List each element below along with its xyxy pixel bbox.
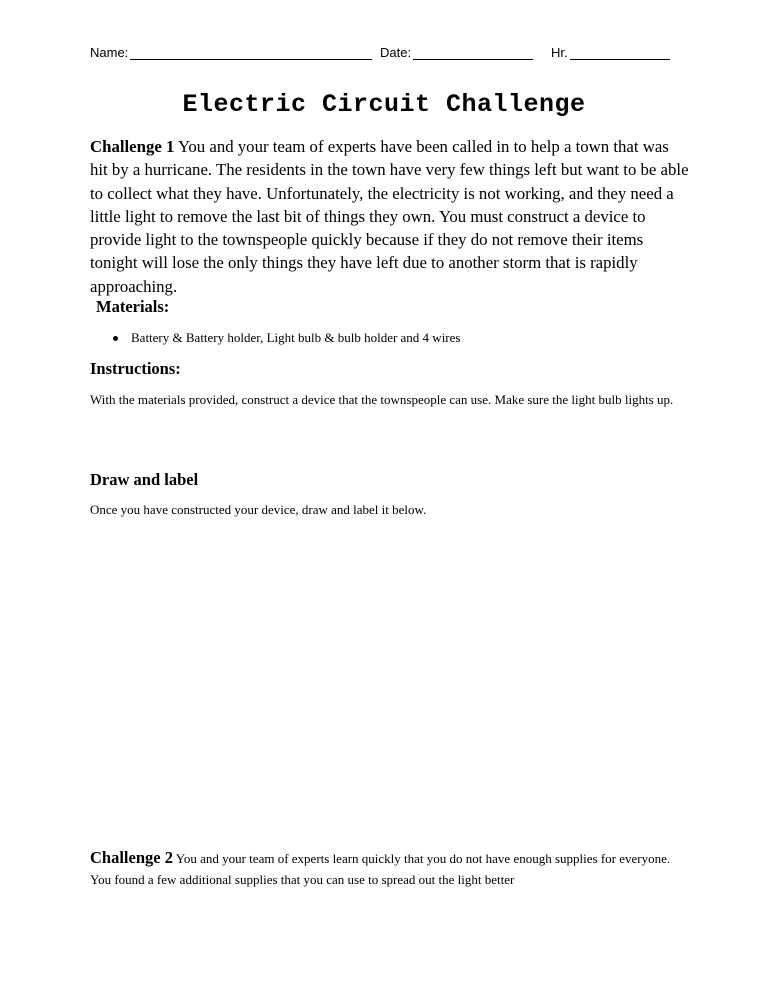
challenge-2-label: Challenge 2	[90, 848, 173, 867]
materials-heading: Materials:	[96, 297, 170, 316]
draw-label-heading: Draw and label	[90, 470, 199, 489]
materials-list-item	[113, 330, 460, 346]
bullet-icon	[113, 336, 118, 341]
drawing-space[interactable]	[90, 530, 680, 830]
challenge-1-text: You and your team of experts have been called in to help a town that was hit by a hurricane. The residents in the town have very few things left but want to be able to collect what they have. Unfortunately, the electricity is not working, and they need a little light to remove the last bit of things they own. You must construct a device to provide light to the townspeople quickly because if they do not remove their items tonight will lose the only things they have left due to another storm that is rapidly approaching.	[90, 137, 689, 296]
name-blank-line[interactable]	[130, 47, 372, 60]
instructions-heading: Instructions:	[90, 359, 181, 378]
page-title: Electric Circuit Challenge	[182, 90, 586, 119]
challenge-2-paragraph	[90, 847, 690, 890]
date-label: Date:	[380, 45, 412, 60]
hour-blank-line[interactable]	[570, 47, 670, 60]
hour-label: Hr.	[551, 45, 568, 60]
instructions-text: With the materials provided, construct a device that the townspeople can use. Make sure the light bulb lights up.	[90, 392, 674, 407]
challenge-1-paragraph	[90, 135, 690, 298]
name-label: Name:	[90, 45, 129, 60]
draw-label-text: Once you have constructed your device, draw and label it below.	[90, 502, 427, 517]
materials-item-text: Battery & Battery holder, Light bulb & bulb holder and 4 wires	[131, 330, 461, 345]
challenge-2-text: You and your team of experts learn quickly that you do not have enough supplies for everyone. You found a few additional supplies that you can use to spread out the light better	[90, 851, 671, 887]
hour-field[interactable]	[551, 45, 670, 60]
date-field[interactable]	[380, 45, 533, 60]
date-blank-line[interactable]	[413, 47, 533, 60]
name-field[interactable]	[90, 45, 372, 60]
challenge-1-label: Challenge 1	[90, 137, 175, 156]
student-info-header	[90, 45, 690, 65]
